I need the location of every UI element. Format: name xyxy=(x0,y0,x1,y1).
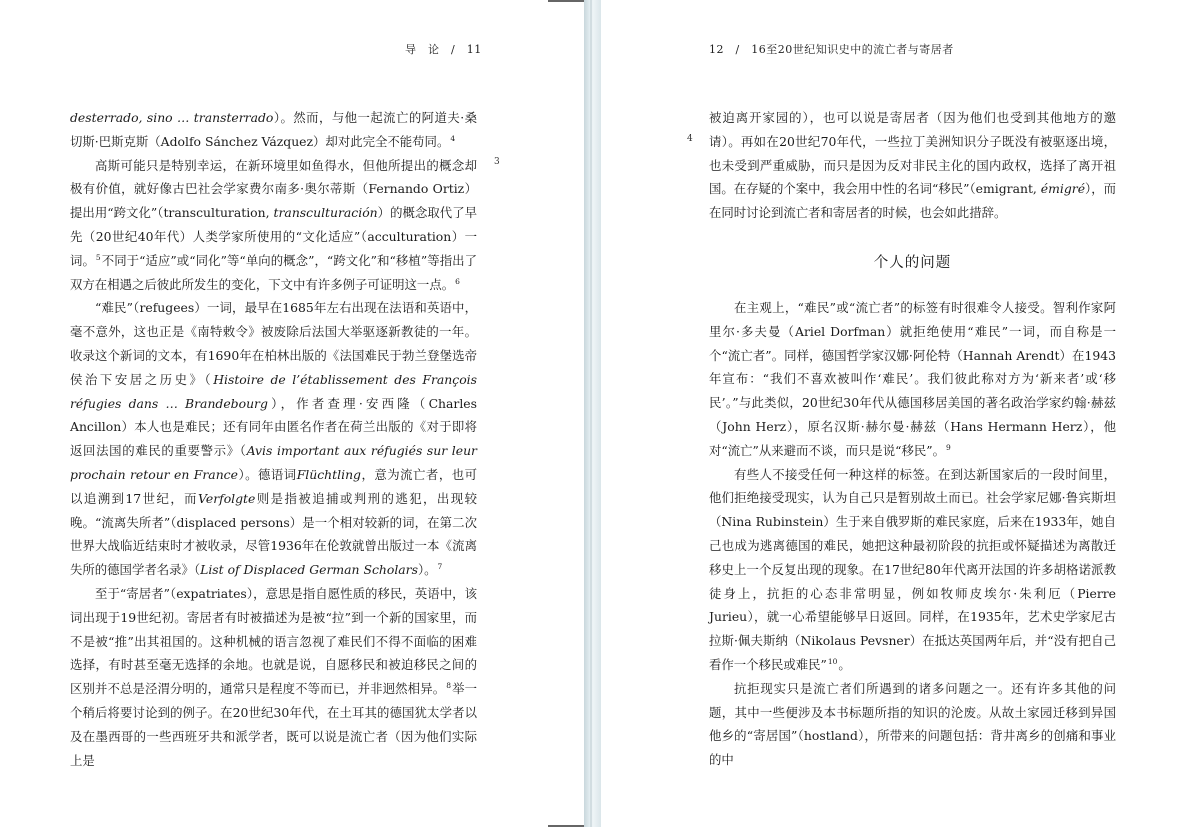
left-page xyxy=(0,0,584,827)
body-paragraph: 至于“寄居者”（expatriates），意思是指自愿性质的移民，英语中，该词出现于19世纪初。寄居者有时被描述为是被“拉”到一个新的国家里，而不是被“推”出其祖国的。这种机械的语言忽视了难民们不得不面临的困难选择，有时甚至毫无选择的余地。也就是说，自愿移民和被迫移民之间的区别并不总是泾渭分明的，通常只是程度不等而已，并非迥然相异。$^8$举一个稍后将要讨论到的例子。在20世纪30年代，在土耳其的德国犹太学者以及在墨西哥的一些西班牙共和派学者，既可以说是流亡者（因为他们实际上是 xyxy=(70,585,478,768)
right-page xyxy=(601,0,1189,827)
gutter-divider xyxy=(590,0,592,827)
right-body-text-top xyxy=(709,106,1116,225)
body-paragraph: 被迫离开家园的），也可以说是寄居者（因为他们也受到其他地方的邀请）。再如在20世纪70年代，一些拉丁美洲知识分子既没有被驱逐出境，也未受到严重威胁，而只是因为反对非民主化的国内政权，选择了离开祖国。在存疑的个案中，我会用中性的名词“移民”（emigrant, émigré），而在同时讨论到流亡者和寄居者的时候，也会如此措辞。 xyxy=(709,110,1117,221)
body-paragraph: 抗拒现实只是流亡者们所遇到的诸多问题之一。还有许多其他的问题，其中一些便涉及本书标题所指的知识的沦废。从故土家园迁移到异国他乡的“寄居国”（hostland），所带来的问题包括：背井离乡的创痛和事业的中 xyxy=(709,680,1116,768)
body-paragraph: desterrado, sino … transterrado）。然而，与他一起流亡的阿道夫·桑切斯·巴斯克斯（Adolfo Sánchez Vázquez）却对此完全不能苟同。$^4$ xyxy=(70,110,477,149)
body-paragraph: “难民”（refugees）一词，最早在1685年左右出现在法语和英语中，毫不意外，这也正是《南特敕令》被废除后法国大举驱逐新教徒的一年。收录这个新词的文本，有1690年在柏林出版的《法国难民于勃兰登堡选帝侯治下安居之历史》（Histoire de l’établissement des François réfugies dans … Brandebourg），作者查理·安西隆（Charles Ancillon）本人也是难民；还有同年由匿名作者在荷兰出版的《对于即将返回法国的难民的重要警示》（Avis important aux réfugiés sur leur prochain retour en France）。德语词Flüchtling，意为流亡者，也可以追溯到17世纪，而Verfolgte则是指被追捕或判刑的逃犯，出现较晚。“流离失所者”（displaced persons）是一个相对较新的词，在第二次世界大战临近结束时才被收录，尽管1936年在伦敦就曾出版过一本《流离失所的德国学者名录》（List of Displaced German Scholars）。$^7$ xyxy=(70,300,477,578)
body-paragraph: 有些人不接受任何一种这样的标签。在到达新国家后的一段时间里，他们拒绝接受现实，认为自己只是暂别故土而已。社会学家尼娜·鲁宾斯坦（Nina Rubinstein）生于来自俄罗斯的难民家庭，后来在1933年，她自己也成为逃离德国的难民，她把这种最初阶段的抗拒或怀疑描述为离散迁移史上一个反复出现的现象。在17世纪80年代离开法国的许多胡格诺派教徒身上，抗拒的心态非常明显，例如牧师皮埃尔·朱利厄（Pierre Jurieu），就一心希望能够早日返回。同样，在1935年，艺术史学家尼古拉斯·佩夫斯纳（Nikolaus Pevsner）在抵达英国两年后，并“没有把自己看作一个移民或难民”$^{10}$。 xyxy=(709,466,1116,672)
right-body-text-bottom xyxy=(709,296,1116,772)
body-paragraph: 在主观上，“难民”或“流亡者”的标签有时很难令人接受。智利作家阿里尔·多夫曼（Ariel Dorfman）就拒绝使用“难民”一词，而自称是一个“流亡者”。同样，德国哲学家汉娜·阿伦特（Hannah Arendt）在1943年宣布：“我们不喜欢被叫作‘难民’。我们彼此称对方为‘新来者’或‘移民’。”与此类似，20世纪30年代从德国移居美国的著名政治学家约翰·赫兹（John Herz），原名汉斯·赫尔曼·赫兹（Hans Hermann Herz），他对“流亡”从来避而不谈，而只是说“移民”。$^9$ xyxy=(709,300,1116,458)
running-head-left: 导 论 / 11 xyxy=(405,43,482,56)
section-heading: 个人的问题 xyxy=(873,255,952,271)
running-head-right: 12 / 16至20世纪知识史中的流亡者与寄居者 xyxy=(709,43,954,56)
left-body-text xyxy=(70,106,477,772)
margin-page-note-right: 4 xyxy=(687,134,693,144)
body-paragraph: 高斯可能只是特别幸运，在新环境里如鱼得水，但他所提出的概念却极有价值，就好像古巴社会学家费尔南多·奥尔蒂斯（Fernando Ortiz）提出用“跨文化”（transculturation, transculturación）的概念取代了早先（20世纪40年代）人类学家所使用的“文化适应”（acculturation）一词。$^5$不同于“适应”或“同化”等“单向的概念”，“跨文化”和“移植”等指出了双方在相遇之后彼此所发生的变化，下文中有许多例子可证明这一点。$^6$ xyxy=(70,157,478,292)
page-edge-top-left xyxy=(548,0,584,2)
book-gutter xyxy=(584,0,601,827)
margin-page-note-left: 3 xyxy=(494,157,500,167)
